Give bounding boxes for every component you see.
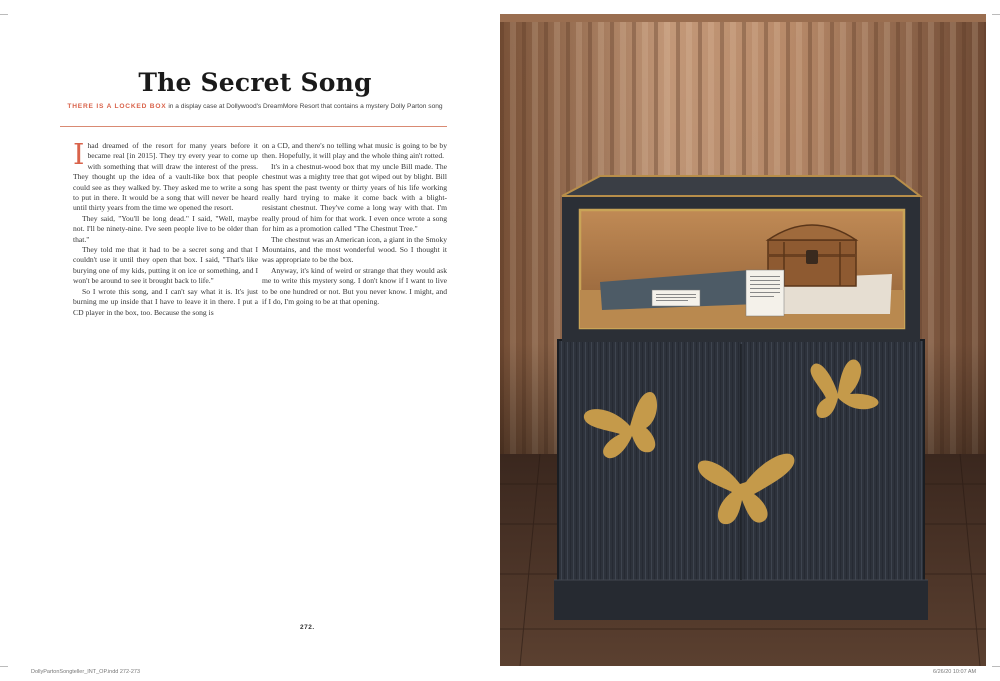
deck-text: in a display case at Dollywood's DreamMore Resort that contains a mystery Dolly Parton song — [166, 103, 443, 110]
body-paragraph: Anyway, it's kind of weird or strange that they would ask me to write this mystery song. I don't know if I want to live to be one hundred or not. But you never know. I might, and if I do, I'm going to be at that opening. — [262, 265, 447, 307]
article-deck — [60, 103, 450, 110]
article-title: The Secret Song — [138, 68, 372, 97]
body-paragraph: So I wrote this song, and I can't say what it is. It's just burning me up inside that I have to leave it in there. I put a CD player in the box, too. Because the song is — [73, 286, 258, 317]
deck-lead: THERE IS A LOCKED BOX — [67, 103, 167, 110]
body-column-2 — [262, 141, 447, 308]
crop-mark — [0, 14, 8, 15]
crop-mark — [0, 666, 8, 667]
body-paragraph: It's in a chestnut-wood box that my uncle Bill made. The chestnut was a mighty tree that got wiped out by blight. Bill has spent the past twenty or thirty years of his life working really hard trying to make it come back with a blight-resistant chestnut. They've come a long way with that. I'm really proud of him for that work. I even once wrote a song for him as a promotion called "The Chestnut Tree." — [262, 161, 447, 234]
page-number: 272. — [300, 624, 315, 631]
body-paragraph: Ihad dreamed of the resort for many years before it became real [in 2015]. They try every year to come up with something that will draw the interest of the press. They thought up the idea of a vault-like box that people could see as they walked by. They asked me to write a song to put in there. It would be a song that will never be heard until thirty years from the time we opened the resort. — [73, 137, 258, 213]
body-paragraph: The chestnut was an American icon, a giant in the Smoky Mountains, and the most wonderful wood. So I thought it was appropriate to be the box. — [262, 234, 447, 265]
body-column-1 — [73, 137, 258, 318]
crop-mark — [992, 14, 1000, 15]
print-slug-left: DollyPartonSongteller_INT_OP.indd 272-273 — [31, 669, 141, 675]
body-paragraph: They said, "You'll be long dead." I said, "Well, maybe not. I'll be ninety-nine. I've seen people live to be older than that." — [73, 213, 258, 244]
display-case-photo — [500, 14, 986, 666]
title-rule — [60, 126, 447, 127]
drop-cap: I — [73, 137, 85, 171]
print-slug-right: 6/26/20 10:07 AM — [933, 669, 977, 675]
cabinet-plinth — [554, 580, 928, 620]
body-paragraph: on a CD, and there's no telling what music is going to be by then. Hopefully, it will play and the whole thing ain't rotted. — [262, 141, 447, 161]
crop-mark — [992, 666, 1000, 667]
body-paragraph: They told me that it had to be a secret song and that I couldn't use it until they open that box. I said, "That's like burying one of my kids, putting it on ice or something, and I won't be around to see it brought back to life." — [73, 245, 258, 286]
